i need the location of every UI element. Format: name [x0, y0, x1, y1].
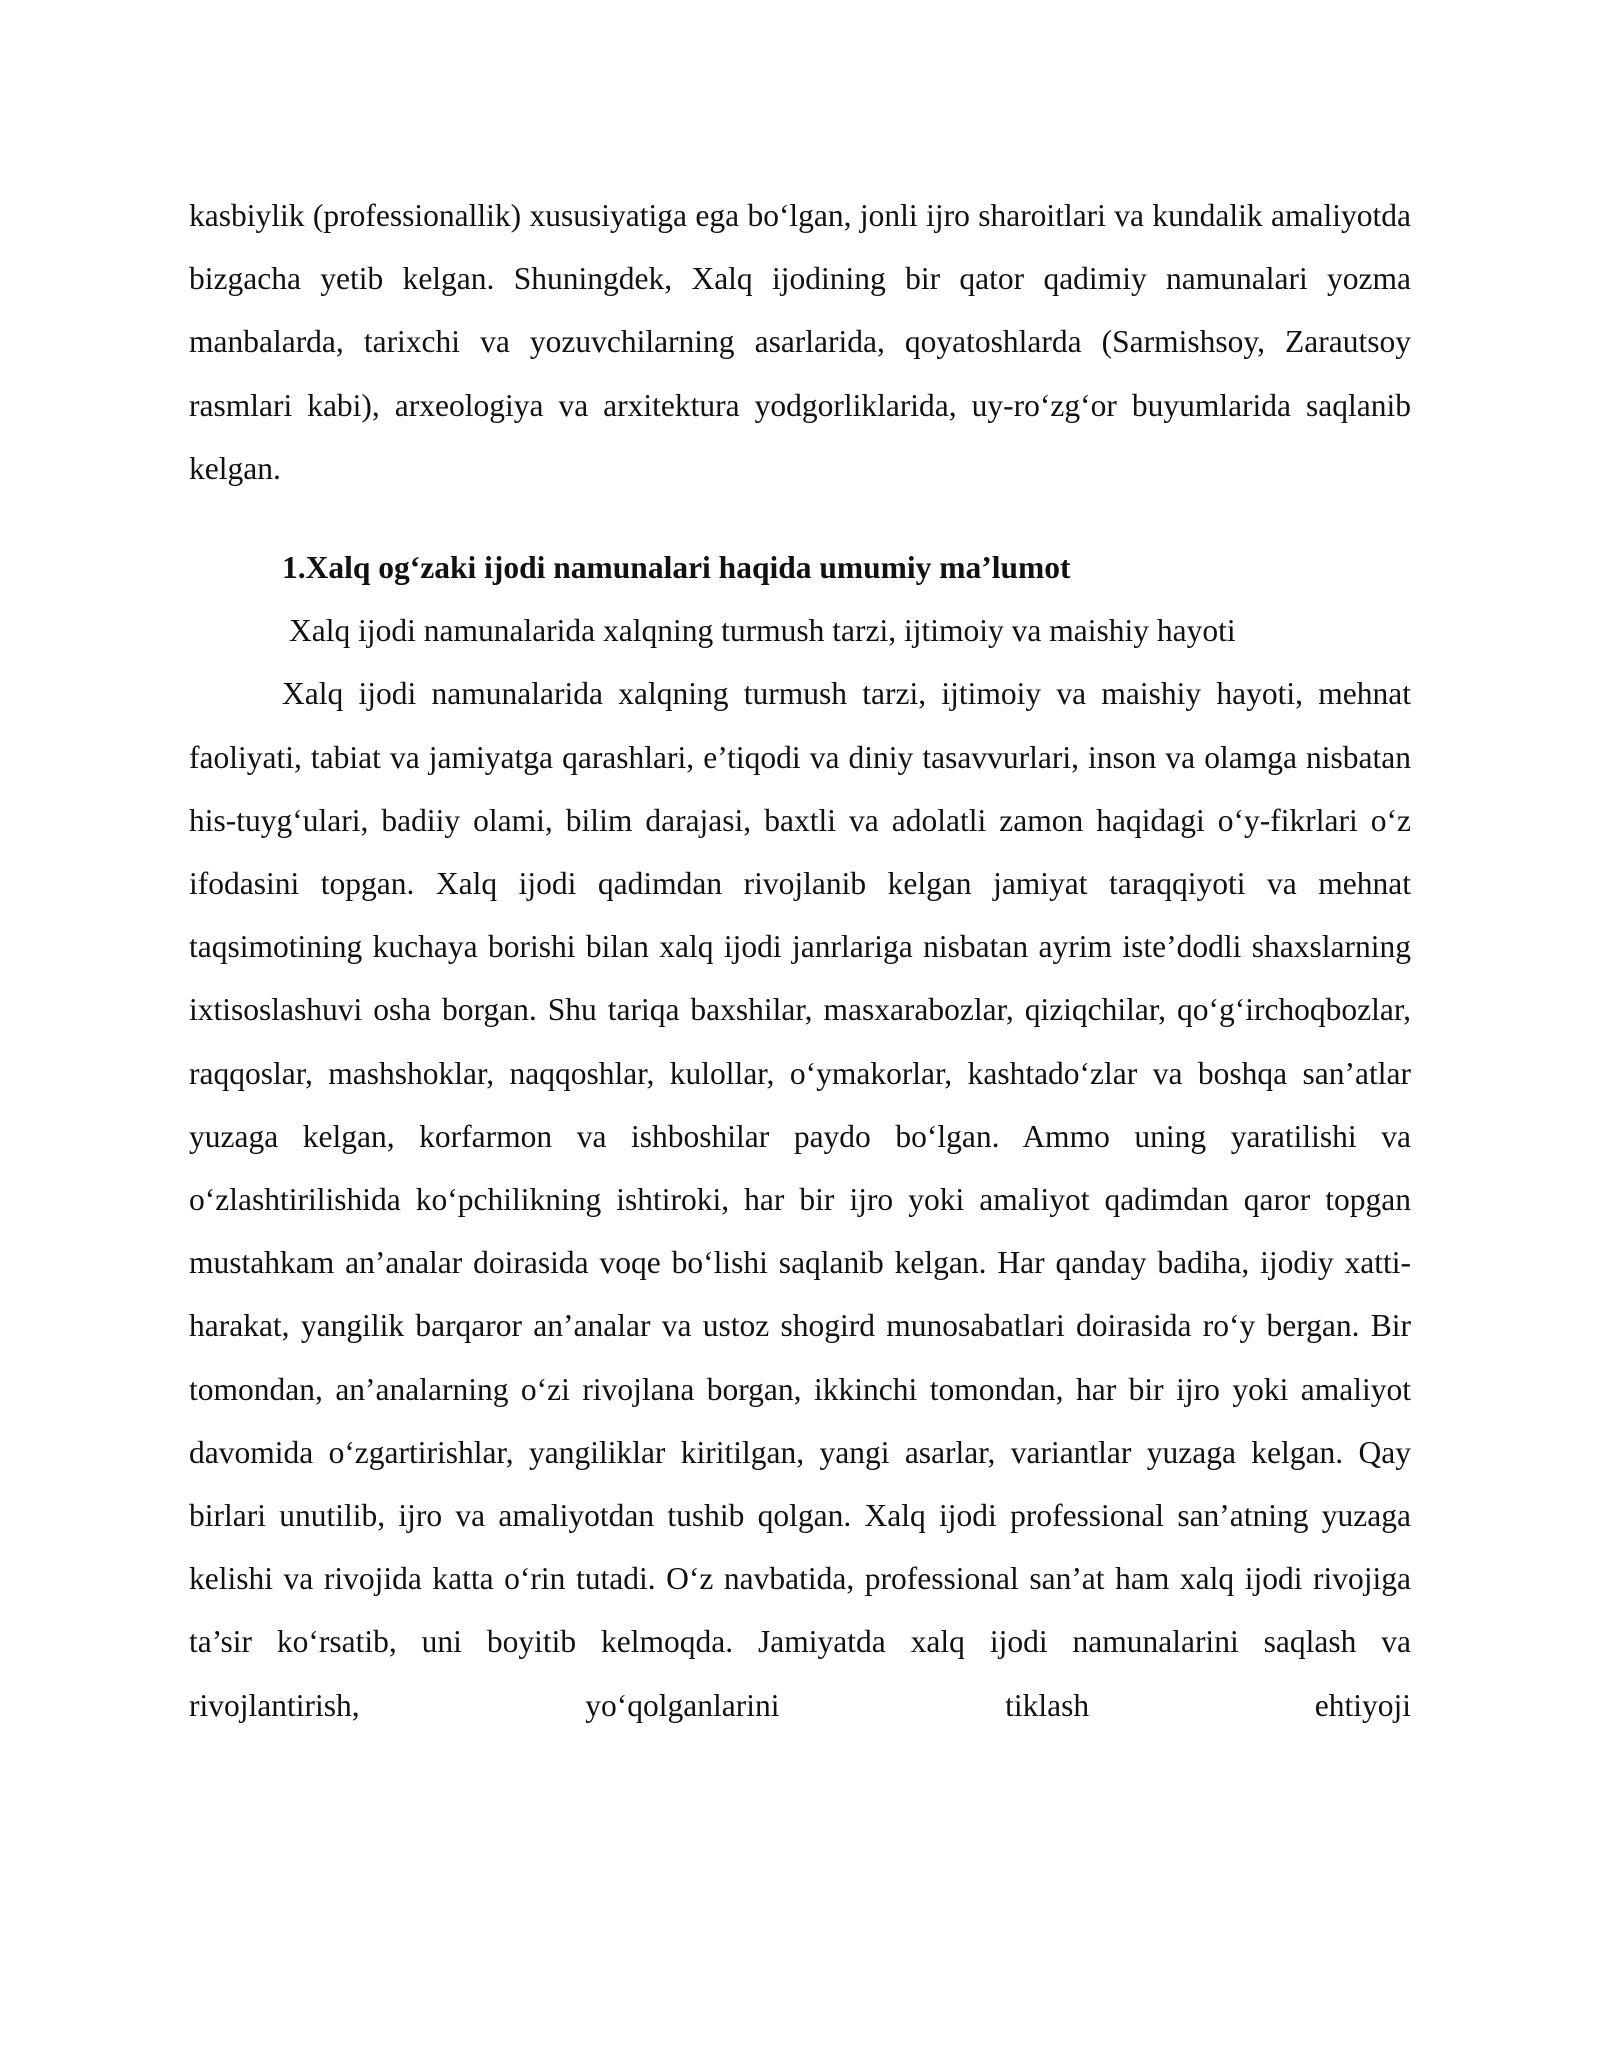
section-heading: 1.Xalq og‘zaki ijodi namunalari haqida umumiy ma’lumot	[282, 550, 1071, 586]
subheading-line: Xalq ijodi namunalarida xalqning turmush tarzi, ijtimoiy va maishiy hayoti	[289, 613, 1236, 649]
intro-paragraph: kasbiylik (professionallik) xususiyatiga ega bo‘lgan, jonli ijro sharoitlari va kundalik amaliyotda bizgacha yetib kelgan. Shuningdek, Xalq ijodining bir qator qadimiy namunalari yozma manbalarda, tarixchi va yozuvchilarning asarlarida, qoyatoshlarda (Sarmishsoy, Zarautsoy rasmlari kabi), arxeologiya va arxitektura yodgorliklarida, uy-ro‘zg‘or buyumlarida saqlanib kelgan.	[189, 198, 1411, 486]
main-paragraph: Xalq ijodi namunalarida xalqning turmush tarzi, ijtimoiy va maishiy hayoti, mehnat faoliyati, tabiat va jamiyatga qarashlari, e’tiqodi va diniy tasavvurlari, inson va olamga nisbatan his-tuyg‘ulari, badiiy olami, bilim darajasi, baxtli va adolatli zamon haqidagi o‘y-fikrlari o‘z ifodasini topgan. Xalq ijodi qadimdan rivojlanib kelgan jamiyat taraqqiyoti va mehnat taqsimotining kuchaya borishi bilan xalq ijodi janrlariga nisbatan ayrim iste’dodli shaxslarning ixtisoslashuvi osha borgan. Shu tariqa baxshilar, masxarabozlar, qiziqchilar, qo‘g‘irchoqbozlar, raqqoslar, mashshoklar, naqqoshlar, kulollar, o‘ymakorlar, kashtado‘zlar va boshqa san’atlar yuzaga kelgan, korfarmon va ishboshilar paydo bo‘lgan. Ammo uning yaratilishi va o‘zlashtirilishida ko‘pchilikning ishtiroki, har bir ijro yoki amaliyot qadimdan qaror topgan mustahkam an’analar doirasida voqe bo‘lishi saqlanib kelgan. Har qanday badiha, ijodiy xatti-harakat, yangilik barqaror an’analar va ustoz shogird munosabatlari doirasida ro‘y bergan. Bir tomondan, an’analarning o‘zi rivojlana borgan, ikkinchi tomondan, har bir ijro yoki amaliyot davomida o‘zgartirishlar, yangiliklar kiritilgan, yangi asarlar, variantlar yuzaga kelgan. Qay birlari unutilib, ijro va amaliyotdan tushib qolgan. Xalq ijodi professional san’atning yuzaga kelishi va rivojida katta o‘rin tutadi. O‘z navbatida, professional san’at ham xalq ijodi rivojiga ta’sir ko‘rsatib, uni boyitib kelmoqda. Jamiyatda xalq ijodi namunalarini saqlash va rivojlantirish, yo‘qolganlarini tiklash ehtiyoji	[189, 676, 1411, 1723]
paragraph-spacer	[189, 500, 1411, 536]
document-body	[189, 184, 1411, 1737]
